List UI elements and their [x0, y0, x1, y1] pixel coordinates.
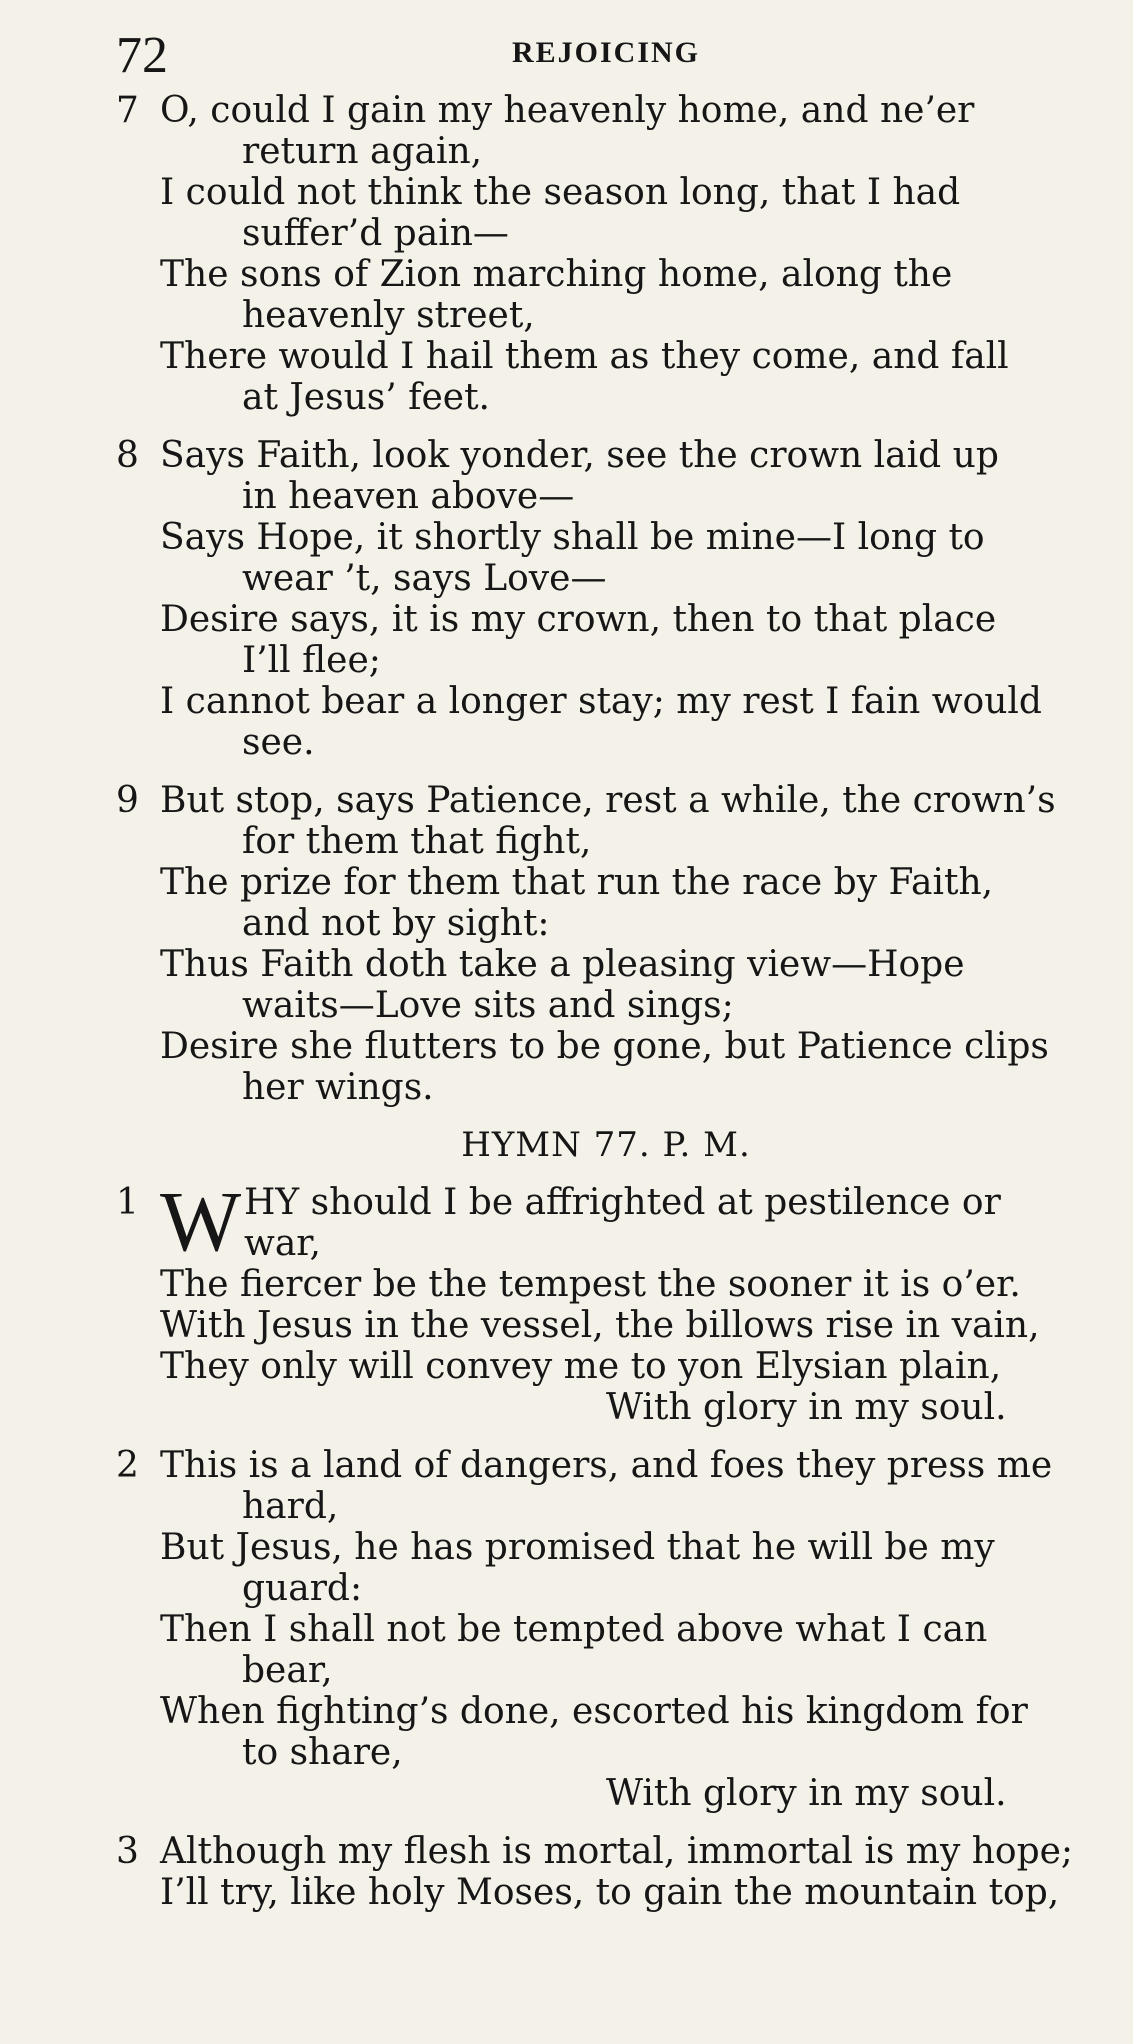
verse-line-continuation: see.	[242, 722, 315, 763]
verse-line: Although my flesh is mortal, immortal is my hope;	[160, 1831, 1074, 1872]
verse-line: Says Faith, look yonder, see the crown laid up	[160, 435, 999, 476]
verse-line-continuation: in heaven above—	[242, 476, 575, 517]
verse-line-continuation: her wings.	[242, 1067, 434, 1108]
stanza	[116, 435, 1096, 763]
page-number: 72	[116, 27, 168, 84]
verse-line-continuation: guard:	[242, 1568, 363, 1609]
verse-line: There would I hail them as they come, and fall	[160, 336, 1009, 377]
verse-line-continuation: war,	[244, 1223, 321, 1264]
verse-line: Then I shall not be tempted above what I can	[160, 1609, 988, 1650]
verse-line-continuation: suffer’d pain—	[242, 213, 509, 254]
verse-line: But stop, says Patience, rest a while, the crown’s	[160, 780, 1056, 821]
stanza-number: 1	[116, 1182, 139, 1223]
refrain-line: With glory in my soul.	[606, 1773, 1007, 1814]
verse-line: I’ll try, like holy Moses, to gain the mountain top,	[160, 1872, 1060, 1913]
stanza-lines	[116, 1264, 1096, 1428]
verse-line: Desire she flutters to be gone, but Patience clips	[160, 1026, 1049, 1067]
stanza	[116, 90, 1096, 418]
stanza	[116, 1173, 1096, 1428]
drop-cap: W	[160, 1173, 242, 1269]
verse-line: The fiercer be the tempest the sooner it is o’er.	[160, 1264, 1021, 1305]
verse-line-continuation: to share,	[242, 1732, 403, 1773]
verse-line: O, could I gain my heavenly home, and ne’er	[160, 90, 975, 131]
stanza-group-rejoicing	[116, 90, 1096, 1108]
stanza	[116, 780, 1096, 1108]
verse-line-continuation: I’ll flee;	[242, 640, 381, 681]
stanza-number: 2	[116, 1445, 139, 1486]
verse-line-continuation: heavenly street,	[242, 295, 535, 336]
page-header	[116, 26, 1096, 86]
page-body	[116, 90, 1096, 1930]
stanza	[116, 1445, 1096, 1814]
verse-line: The sons of Zion marching home, along the	[160, 254, 953, 295]
verse-line: With Jesus in the vessel, the billows rise in vain,	[160, 1305, 1040, 1346]
verse-line: This is a land of dangers, and foes they press me	[160, 1445, 1053, 1486]
stanza-group-hymn-77	[116, 1445, 1096, 1913]
verse-line-continuation: waits—Love sits and sings;	[242, 985, 734, 1026]
verse-line: I could not think the season long, that I had	[160, 172, 961, 213]
verse-line: Desire says, it is my crown, then to that place	[160, 599, 997, 640]
verse-line: Says Hope, it shortly shall be mine—I long to	[160, 517, 985, 558]
verse-line: HY should I be affrighted at pestilence or	[244, 1182, 1001, 1223]
verse-line-continuation: wear ’t, says Love—	[242, 558, 607, 599]
stanza-number: 8	[116, 435, 139, 476]
stanza-number: 3	[116, 1831, 139, 1872]
verse-line: Thus Faith doth take a pleasing view—Hope	[160, 944, 965, 985]
dropcap-verse-line	[160, 1173, 1096, 1269]
verse-line: When fighting’s done, escorted his kingdom for	[160, 1691, 1028, 1732]
refrain-line: With glory in my soul.	[606, 1387, 1007, 1428]
verse-line-continuation: for them that fight,	[242, 821, 592, 862]
verse-line-continuation: return again,	[242, 131, 483, 172]
verse-line: I cannot bear a longer stay; my rest I fain would	[160, 681, 1042, 722]
verse-line: The prize for them that run the race by Faith,	[160, 862, 994, 903]
verse-line: But Jesus, he has promised that he will be my	[160, 1527, 995, 1568]
running-head: REJOICING	[511, 36, 701, 69]
verse-line-continuation: and not by sight:	[242, 903, 550, 944]
verse-line-continuation: at Jesus’ feet.	[242, 377, 490, 418]
verse-line: They only will convey me to yon Elysian plain,	[160, 1346, 1002, 1387]
verse-line-continuation: hard,	[242, 1486, 339, 1527]
stanza-number: 9	[116, 780, 139, 821]
verse-line-continuation: bear,	[242, 1650, 333, 1691]
stanza	[116, 1831, 1096, 1913]
stanza-number: 7	[116, 90, 139, 131]
hymn-title: HYMN 77. P. M.	[461, 1125, 751, 1165]
